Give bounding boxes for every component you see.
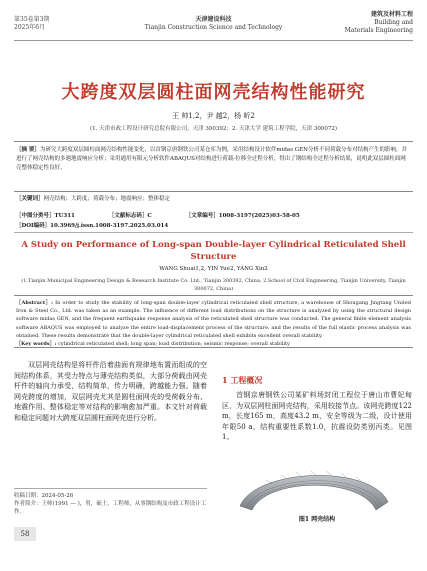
issue-date: 2025年6月 <box>14 24 46 31</box>
figure-reticulated-shell <box>236 462 391 512</box>
figure-caption: 图1 网壳结构 <box>298 516 336 523</box>
paper-title-en: A Study on Performance of Long-span Double-layer Cylindrical Reticulated Shell Structure <box>21 240 406 262</box>
keywords-en-label: ［Key words］: <box>16 341 57 347</box>
authors-cn: 王 帅1,2，尹 越2，杨 昕2 <box>172 112 255 120</box>
page-header <box>14 8 413 41</box>
affiliation-cn: (1. 天津市政工程设计研究总院有限公司，天津 300392；2. 天津大学 建筑工程学院，天津 300072) <box>89 126 338 132</box>
journal-name-cn: 天津建设科技 <box>195 16 232 23</box>
received-date: 收稿日期：2024-05-26 <box>14 493 74 499</box>
journal-name-en: Tianjin Construction Science and Technology <box>144 24 283 31</box>
doi: ［DOI编码］10.3969/j.issn.1008-3197.2025.03.014 <box>16 223 169 229</box>
footnote <box>14 488 207 516</box>
abstract-en-label: ［Abstract］: <box>16 300 54 306</box>
body-left-column: 双层网壳结构是将杆件沿着曲面有规律地布置而组成的空间结构体系，其受力特点与薄壳结构类似，大部分荷载由网壳杆件的轴向力承受，结构简单，传力明确，跨越能力强。随着网壳跨度的增加，双层网壳尤其是圆柱面网壳的受荷载分布、地震作用、整体稳定等对结构的影响愈加严重。本文针对荷载和稳定问题对大跨度双层圆柱面网壳进行分析。 <box>14 361 207 422</box>
doc-code: ［文献标志码］C <box>108 213 152 219</box>
authors-en: WANG Shuai1,2, YIN Yue2, YANG Xin2 <box>159 266 268 272</box>
section-heading: 1 工程概况 <box>222 375 263 385</box>
affiliation-en: (1.Tianjin Municipal Engineering Design & Research Institute Co. Ltd., Tianjin 300392, China; 2.School of Civil Engineering, Tianjin University, Tianjin 300072, China) <box>21 278 406 292</box>
keywords-cn-label: ［关键词］ <box>16 196 44 202</box>
paper-title-cn: 大跨度双层圆柱面网壳结构性能研究 <box>61 82 366 103</box>
page-number: 58 <box>14 527 36 541</box>
abstract-en-text: In order to study the stability of long-span double-layer cylindrical reticulated shell structure, a warehouse of Shougang Jingtang United Iron & Steel Co., Ltd. was taken as an example. The influence of different load distributions on the structure is analyzed by using the structural design software midas GEN, and the frequent earthquake response analysis of the reticulated shell structure was conducted. The general finite element analysis software ABAQUS was employed to analyze the entire load-displacement process of the structure, and the results of the full elastic process analysis was obtained. These results demonstrate that the double-layer cylindrical reticulated shell exhibits excellent overall stability. <box>16 300 412 339</box>
body-right-column: 首钢京唐钢铁公司某矿料场封闭工程位于唐山市曹妃甸区，为双层网柱面网壳结构，采用较接节点。该网壳跨度122 m，长度165 m，高度43.2 m，安全等级为二级，设计使用年限50 a，结构重要性系数1.0，抗震设防类别丙类。见图1。 <box>222 391 412 442</box>
section-label <box>345 11 413 35</box>
section-label-cn: 建筑及材料工程 <box>370 11 413 18</box>
clc-code: ［中图分类号］TU311 <box>16 213 75 219</box>
keywords-en <box>16 340 290 347</box>
divider <box>14 232 413 233</box>
abstract-cn-text: 为研究大跨度双层圆柱面网壳结构性能变化，以首钢京唐钢铁公司某仓库为例，采用结构设计软件midas GEN分析不同荷载分布对结构产生的影响，并进行了网壳结构的多遇地震响应分析；采用通用有限元分析软件ABAQUS对结构进行荷载-位移全过程分析，得出了钢结构全过程分析结果，说明此双层圆柱面网壳整体稳定性良好。 <box>16 147 407 171</box>
abstract-cn <box>14 141 413 192</box>
section-label-en-1: Building and <box>374 19 413 26</box>
abstract-cn-label: ［摘 要］ <box>16 147 40 153</box>
issue-number: 第35卷第3期 <box>14 16 50 23</box>
keywords-en-text: cylindrical reticulated shell; long span; load distribution; seismic response; overall stability <box>58 341 290 347</box>
article-number: ［文章编号］1008-3197(2025)03-58-05 <box>185 213 300 219</box>
classification-block <box>16 211 413 231</box>
keywords-cn <box>16 194 170 202</box>
author-bio: 作者简介：王帅(1991 — )，男，硕士，工程师，从事钢结构及市政工程设计工作。 <box>14 501 207 515</box>
section-label-en-2: Materials Engineering <box>344 27 413 34</box>
keywords-cn-text: 网壳结构；大跨度；荷载分布；地震响应；整体稳定 <box>43 196 171 202</box>
